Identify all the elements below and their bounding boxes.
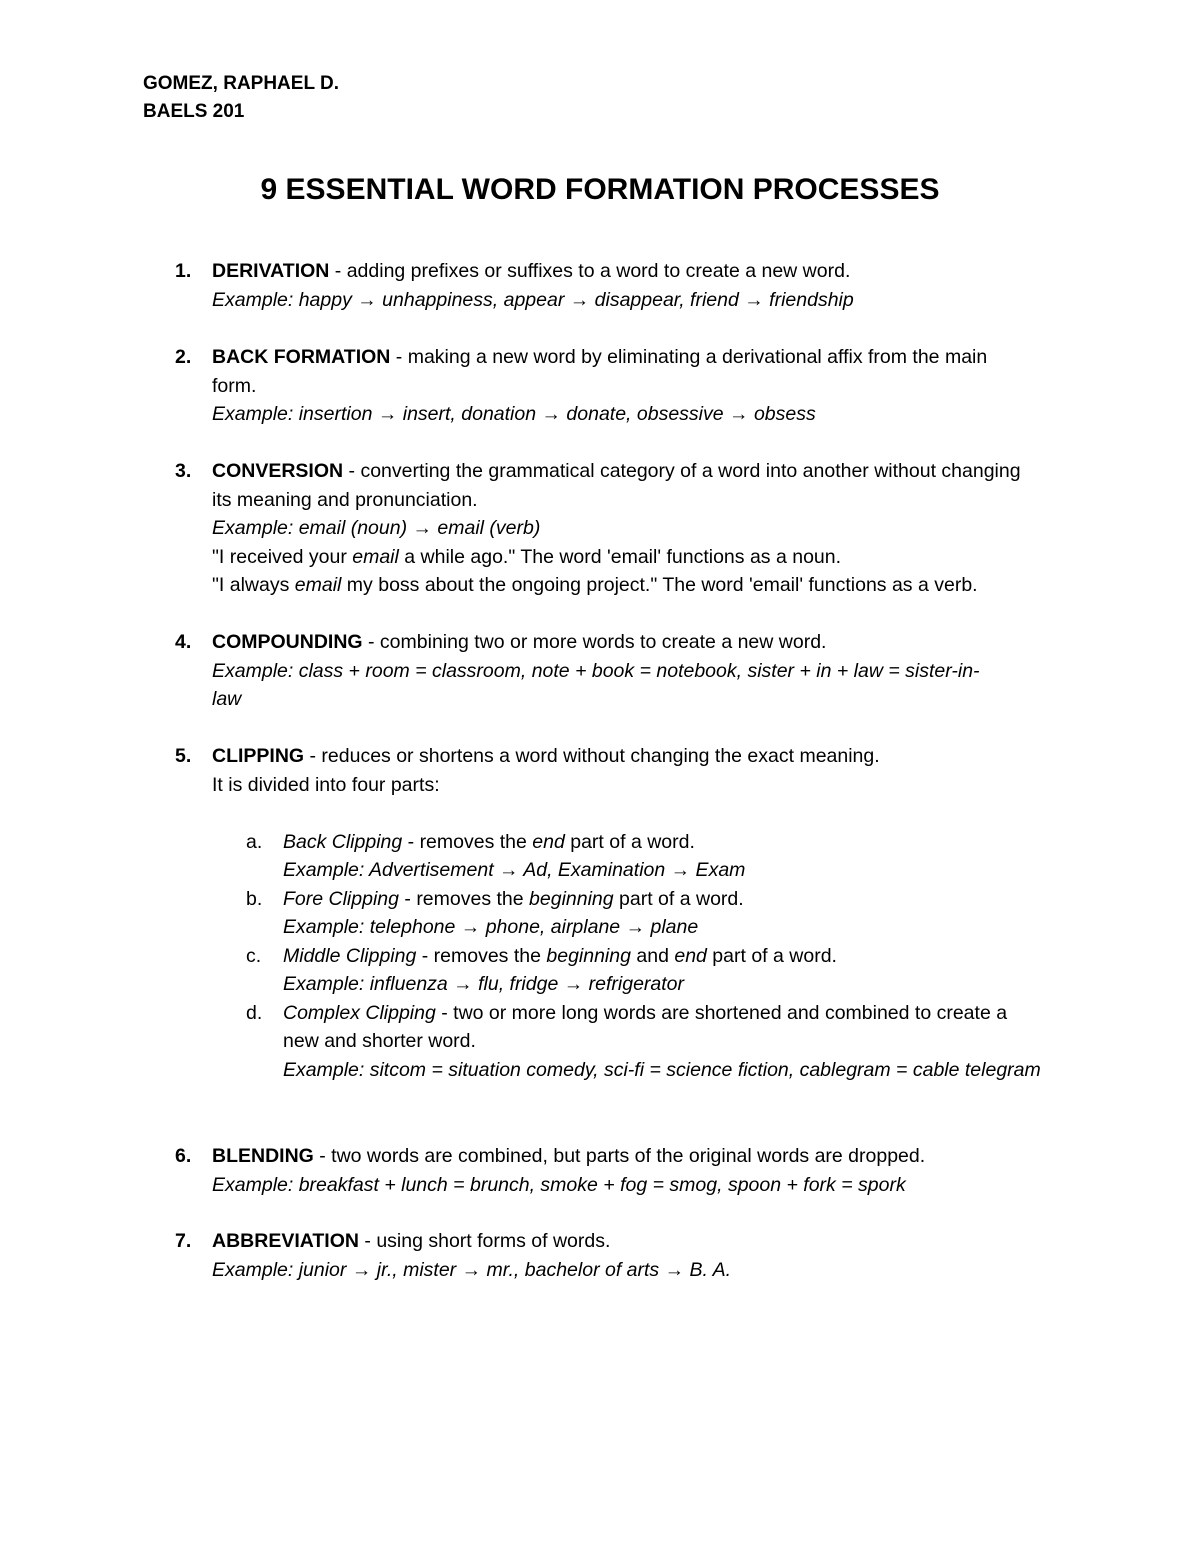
sub-item-letter: c. bbox=[246, 944, 262, 967]
sub-item-example: Example: sitcom = situation comedy, sci-fi = science fiction, cablegram = cable telegram bbox=[283, 1058, 1041, 1081]
sub-item-fore-clipping: b. Fore Clipping - removes the beginning part of a word. Example: telephone → phone, airplane → plane bbox=[283, 885, 1043, 942]
item-definition: - converting the grammatical category of a word into another without changing its meaning and pronunciation. bbox=[212, 460, 1021, 511]
document-header bbox=[143, 70, 339, 126]
item-term: DERIVATION bbox=[212, 260, 330, 282]
item-definition: - using short forms of words. bbox=[358, 1230, 611, 1252]
item-definition: - reduces or shortens a word without changing the exact meaning. bbox=[304, 745, 880, 767]
example-sentence-noun: "I received your email a while ago." The word 'email' functions as a noun. bbox=[212, 545, 842, 568]
item-example: Example: breakfast + lunch = brunch, smoke + fog = smog, spoon + fork = spork bbox=[212, 1173, 906, 1196]
list-item-back-formation bbox=[175, 343, 1075, 429]
item-example: Example: class + room = classroom, note + book = notebook, sister + in + law = sister-in-law bbox=[212, 659, 980, 710]
sub-item-example: Example: telephone → phone, airplane → plane bbox=[283, 916, 699, 938]
item-definition: - combining two or more words to create a new word. bbox=[362, 631, 827, 653]
item-term: CONVERSION bbox=[212, 460, 344, 482]
item-number: 5. bbox=[175, 745, 192, 767]
list-item-compounding bbox=[175, 628, 1075, 714]
item-term: ABBREVIATION bbox=[212, 1230, 359, 1252]
sub-item-letter: a. bbox=[246, 830, 263, 853]
item-intro: It is divided into four parts: bbox=[212, 773, 440, 796]
item-term: CLIPPING bbox=[212, 745, 305, 767]
sub-item-middle-clipping: c. Middle Clipping - removes the beginning and end part of a word. Example: influenza → flu, fridge → refrigerator bbox=[283, 942, 1043, 999]
list-item-derivation bbox=[175, 257, 1075, 314]
sub-item-complex-clipping: d. Complex Clipping - two or more long words are shortened and combined to create a new and shorter word. Example: sitcom = situation comedy, sci-fi = science fiction, cablegram = cable telegram bbox=[283, 999, 1043, 1085]
item-number: 4. bbox=[175, 631, 192, 653]
item-example: Example: email (noun) → email (verb) bbox=[212, 517, 541, 539]
item-example: Example: insertion → insert, donation → donate, obsessive → obsess bbox=[212, 403, 816, 425]
item-number: 7. bbox=[175, 1230, 192, 1252]
item-term: COMPOUNDING bbox=[212, 631, 363, 653]
sub-item-back-clipping: a. Back Clipping - removes the end part of a word. Example: Advertisement → Ad, Examination → Exam bbox=[283, 828, 1043, 885]
page-title: 9 ESSENTIAL WORD FORMATION PROCESSES bbox=[260, 173, 940, 206]
list-item-conversion bbox=[175, 457, 1075, 600]
item-example: Example: happy → unhappiness, appear → disappear, friend → friendship bbox=[212, 288, 854, 311]
sub-item-letter: d. bbox=[246, 1001, 263, 1024]
sub-item-example: Example: Advertisement → Ad, Examination → Exam bbox=[283, 859, 746, 881]
item-definition: - making a new word by eliminating a derivational affix from the main form. bbox=[212, 346, 988, 397]
item-term: BLENDING bbox=[212, 1145, 314, 1167]
list-item-abbreviation bbox=[175, 1227, 1075, 1284]
item-definition: - adding prefixes or suffixes to a word to create a new word. bbox=[329, 260, 851, 282]
list-item-clipping bbox=[175, 742, 1075, 1084]
item-example: Example: junior → jr., mister → mr., bachelor of arts → B. A. bbox=[212, 1258, 732, 1281]
item-number: 6. bbox=[175, 1145, 192, 1167]
item-number: 3. bbox=[175, 460, 192, 482]
example-sentence-verb: "I always email my boss about the ongoing project." The word 'email' functions as a verb. bbox=[212, 574, 978, 596]
item-term: BACK FORMATION bbox=[212, 346, 391, 368]
author-name: GOMEZ, RAPHAEL D. bbox=[143, 73, 339, 94]
course-code: BAELS 201 bbox=[143, 101, 245, 122]
list-item-blending bbox=[175, 1142, 1075, 1199]
item-number: 1. bbox=[175, 260, 192, 282]
item-definition: - two words are combined, but parts of the original words are dropped. bbox=[313, 1145, 926, 1167]
sub-item-letter: b. bbox=[246, 887, 263, 910]
item-number: 2. bbox=[175, 346, 192, 368]
sub-item-example: Example: influenza → flu, fridge → refrigerator bbox=[283, 973, 685, 995]
